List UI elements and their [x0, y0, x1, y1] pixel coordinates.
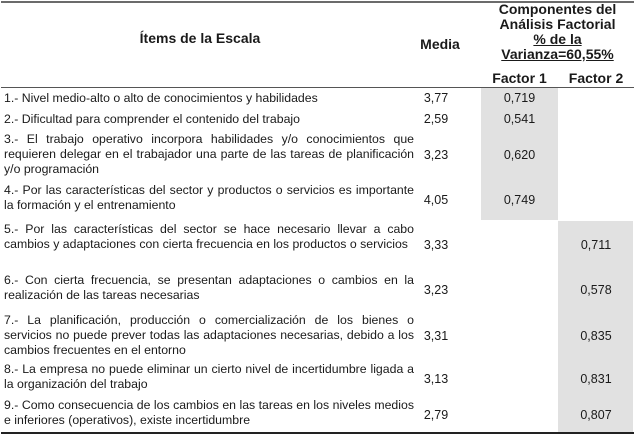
bottom-rule: [1, 432, 634, 434]
header-media: Media: [420, 36, 460, 52]
row-media: 3,23: [423, 283, 449, 297]
table-row: [0, 362, 634, 398]
header-components: [481, 2, 634, 62]
table-row: [0, 273, 634, 309]
table-row: [0, 398, 634, 432]
header-components-line2: Análisis Factorial: [499, 16, 616, 32]
header-factor1: Factor 1: [492, 70, 547, 86]
row-media: 3,33: [423, 238, 449, 252]
row-factor2: 0,711: [580, 238, 612, 252]
row-factor1: 0,749: [503, 193, 536, 207]
row-item: 9.- Como consecuencia de los cambios en las tareas en los niveles medios e inferiores (operativos), existe incertidumbre: [4, 398, 414, 427]
row-item: 8.- La empresa no puede eliminar un cierto nivel de incertidumbre ligada a la organización del trabajo: [4, 362, 414, 391]
row-media: 3,77: [423, 91, 449, 105]
row-factor2: 0,835: [580, 329, 612, 343]
table-row: [0, 222, 634, 267]
row-factor2: 0,831: [580, 372, 612, 386]
row-factor1: 0,541: [503, 112, 536, 126]
header-components-line3: % de la: [533, 31, 582, 47]
row-media: 3,13: [423, 372, 449, 386]
row-item: 5.- Por las características del sector se hace necesario llevar a cabo cambios y adaptaciones con cierta frecuencia en los productos o servicios: [4, 222, 414, 251]
row-media: 3,31: [423, 329, 449, 343]
row-factor1: 0,620: [503, 148, 536, 162]
header-items: Ítems de la Escala: [139, 30, 261, 46]
table-row: [0, 91, 634, 111]
row-item: 2.- Dificultad para comprender el contenido del trabajo: [4, 112, 300, 126]
row-item: 4.- Por las características del sector y productos o servicios es importante la formación y el entrenamiento: [4, 183, 414, 212]
row-media: 4,05: [423, 193, 449, 207]
header-components-line1: Componentes del: [498, 1, 617, 17]
row-media: 3,23: [423, 148, 449, 162]
row-factor2: 0,578: [580, 283, 612, 297]
header-factor2: Factor 2: [568, 70, 624, 86]
header-variance: Varianza=60,55%: [501, 46, 614, 62]
row-item: 3.- El trabajo operativo incorpora habilidades y/o conocimientos que requieren delegar en el trabajador una parte de las tareas de planificación y/o programación: [4, 132, 414, 176]
row-item: 1.- Nivel medio-alto o alto de conocimientos y habilidades: [4, 91, 318, 105]
row-media: 2,59: [423, 112, 449, 126]
row-factor1: 0,719: [503, 91, 536, 105]
table-row: [0, 183, 634, 219]
row-item: 7.- La planificación, producción o comercialización de los bienes o servicios no puede prever todas las adaptaciones necesarias, debido a los cambios frecuentes en el entorno: [4, 313, 414, 357]
table-row: [0, 132, 634, 177]
table-row: [0, 112, 634, 132]
table-row: [0, 313, 634, 358]
row-media: 2,79: [423, 408, 449, 422]
row-factor2: 0,807: [580, 408, 612, 422]
row-item: 6.- Con cierta frecuencia, se presentan adaptaciones o cambios en la realización de las tareas necesarias: [4, 273, 414, 302]
